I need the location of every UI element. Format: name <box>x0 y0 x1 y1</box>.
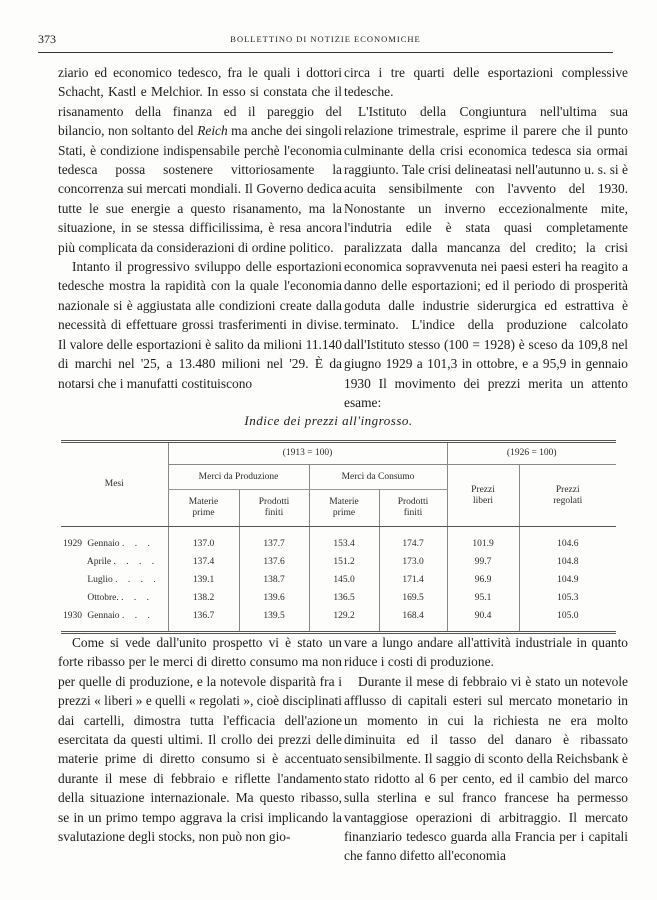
base-year-1926: (1926 = 100) <box>447 442 616 465</box>
column-header-prezzi-regolati: Prezzi regolati <box>519 465 616 527</box>
table-caption: Indice dei prezzi all'ingrosso. <box>244 413 413 428</box>
column-header-prod-prodotti-finiti: Prodotti finiti <box>239 490 309 527</box>
paragraph: Come si vede dall'unito prospetto vi è stato un forte ribasso per le merci di diretto consumo ma non per quelle di produzione, e la notevole disparità fra i prezzi « liberi » e quelli « regolati », cioè disciplinati dai cartelli, dimostra tutta l'efficacia dell'azione esercitata da questi ultimi. Il crollo dei prezzi delle materie prime di diretto consumo si è accentuato durante il mese di febbraio e riflette l'andamento della situazione internazionale. Ma questo ribasso, se in un primo tempo aggrava la crisi implicando la svalutazione degli stocks, non può non gio- <box>58 635 342 845</box>
cell-cons-materie: 136.5 <box>309 589 379 607</box>
cell-cons-prodotti: 174.7 <box>379 527 447 554</box>
cell-prod-prodotti: 137.7 <box>239 527 309 554</box>
paragraph: Intanto il progressivo sviluppo delle esportazioni tedesche mostra la rapidità con la quale l'economia nazionale si è aggiustata alle condizioni create dalla necessità di effettuare grossi trasferimenti in divise. Il valore delle esportazioni è salito da milioni 11.140 di marchi nel '25, a 13.480 milioni nel '29. È da notarsi che i manufatti costituiscono <box>58 259 342 391</box>
cell-cons-materie: 153.4 <box>309 527 379 554</box>
cell-prod-materie: 137.0 <box>168 527 239 554</box>
cell-cons-prodotti: 169.5 <box>379 589 447 607</box>
cell-liberi: 101.9 <box>447 527 519 554</box>
cell-prod-materie: 137.4 <box>168 553 239 571</box>
cell-liberi: 99.7 <box>447 553 519 571</box>
left-column-top <box>58 63 342 393</box>
row-label: Aprile . . . . <box>86 557 159 567</box>
page-number: 373 <box>38 32 56 46</box>
row-label: 1929 Gennaio . . . <box>63 539 154 549</box>
paragraph: circa i tre quarti delle esportazioni complessive tedesche. <box>344 65 628 100</box>
table-row <box>61 527 616 554</box>
cell-prod-materie: 139.1 <box>168 571 239 589</box>
cell-regolati: 104.9 <box>519 571 616 589</box>
table-row <box>61 571 616 589</box>
cell-regolati: 104.8 <box>519 553 616 571</box>
journal-title: BOLLETTINO DI NOTIZIE ECONOMICHE <box>230 34 421 44</box>
column-header-mesi: Mesi <box>61 442 168 527</box>
cell-prod-prodotti: 137.6 <box>239 553 309 571</box>
cell-cons-materie: 151.2 <box>309 553 379 571</box>
paragraph: ziario ed economico tedesco, fra le quali i dottori Schacht, Kastl e Melchior. In esso si constata che il risanamento della finanza ed il pareggio del bilancio, non soltanto del Reich ma anche dei singoli Stati, è condizione indispensabile perchè l'economia tedesca possa sostenere vittoriosamente la concorrenza sui mercati mondiali. Il Governo dedica tutte le sue energie a questo risanamento, ma la situazione, in se stessa difficilissima, è resa ancora più complicata da considerazioni di ordine politico. <box>58 65 342 255</box>
cell-prod-materie: 138.2 <box>168 589 239 607</box>
cell-cons-prodotti: 171.4 <box>379 571 447 589</box>
row-label: Luglio . . . . <box>87 575 160 585</box>
base-year-1913: (1913 = 100) <box>168 442 447 465</box>
table-row <box>61 553 616 571</box>
cell-cons-materie: 129.2 <box>309 607 379 633</box>
cell-regolati: 104.6 <box>519 527 616 554</box>
cell-regolati: 105.0 <box>519 607 616 633</box>
left-column-bottom <box>58 633 342 846</box>
wholesale-price-index-table <box>61 440 616 634</box>
row-label: 1930 Gennaio . . . <box>61 607 168 633</box>
cell-liberi: 95.1 <box>447 589 519 607</box>
paragraph: L'Istituto della Congiuntura nell'ultima sua relazione trimestrale, esprime il parere che il punto culminante della crisi economica tedesca sia ormai raggiunto. Tale crisi delineatasi nell'autunno u. s. si è acuita sensibilmente con l'avvento del 1930. Nonostante un inverno eccezionalmente mite, l'indutria edile è stata quasi completamente paralizzata dalla mancanza del credito; la crisi economica sopravvenuta nei paesi esteri ha reagito a danno delle esportazioni; ed il periodo di prosperità goduta dalle industrie siderurgica ed estrattiva è terminato. L'indice della produzione calcolato dall'Istituto stesso (100 = 1928) è sceso da 109,8 nel giugno 1929 a 101,3 in ottobre, e a 95,9 in gennaio 1930 Il movimento dei prezzi merita un attento esame: <box>344 103 628 410</box>
cell-cons-prodotti: 168.4 <box>379 607 447 633</box>
right-column-bottom <box>344 633 628 866</box>
right-column-top <box>344 63 628 412</box>
row-label: Ottobre. . . . <box>87 593 154 603</box>
table-row <box>61 607 616 633</box>
cell-regolati: 105.3 <box>519 589 616 607</box>
table-row <box>61 589 616 607</box>
italic-term: Reich <box>197 123 228 139</box>
cell-cons-materie: 145.0 <box>309 571 379 589</box>
column-header-prezzi-liberi: Prezzi liberi <box>447 465 519 527</box>
paragraph: Durante il mese di febbraio vi è stato un notevole afflusso di capitali esteri sul mercato monetario in un momento in cui la richiesta ne era molto diminuita ed il tasso del danaro è ribassato sensibilmente. Il saggio di sconto della Reichsbank è stato ridotto al 6 per cento, ed il cambio del marco sulla sterlina e sul franco francese ha permesso vantaggiose operazioni di arbitraggio. Il mercato finanziario tedesco guarda alla Francia per i capitali che fanno difetto all'economia <box>344 673 628 864</box>
paragraph: vare a lungo andare all'attività industriale in quanto riduce i costi di produzione. <box>344 635 628 670</box>
column-header-cons-prodotti-finiti: Prodotti finiti <box>379 490 447 527</box>
column-header-prod-materie-prime: Materie prime <box>168 490 239 527</box>
group-header-produzione: Merci da Produzione <box>168 465 309 490</box>
cell-prod-prodotti: 138.7 <box>239 571 309 589</box>
group-header-consumo: Merci da Consumo <box>309 465 447 490</box>
cell-liberi: 90.4 <box>447 607 519 633</box>
cell-prod-prodotti: 139.5 <box>239 607 309 633</box>
cell-cons-prodotti: 173.0 <box>379 553 447 571</box>
running-header <box>38 30 613 53</box>
cell-liberi: 96.9 <box>447 571 519 589</box>
cell-prod-materie: 136.7 <box>168 607 239 633</box>
column-header-cons-materie-prime: Materie prime <box>309 490 379 527</box>
cell-prod-prodotti: 139.6 <box>239 589 309 607</box>
